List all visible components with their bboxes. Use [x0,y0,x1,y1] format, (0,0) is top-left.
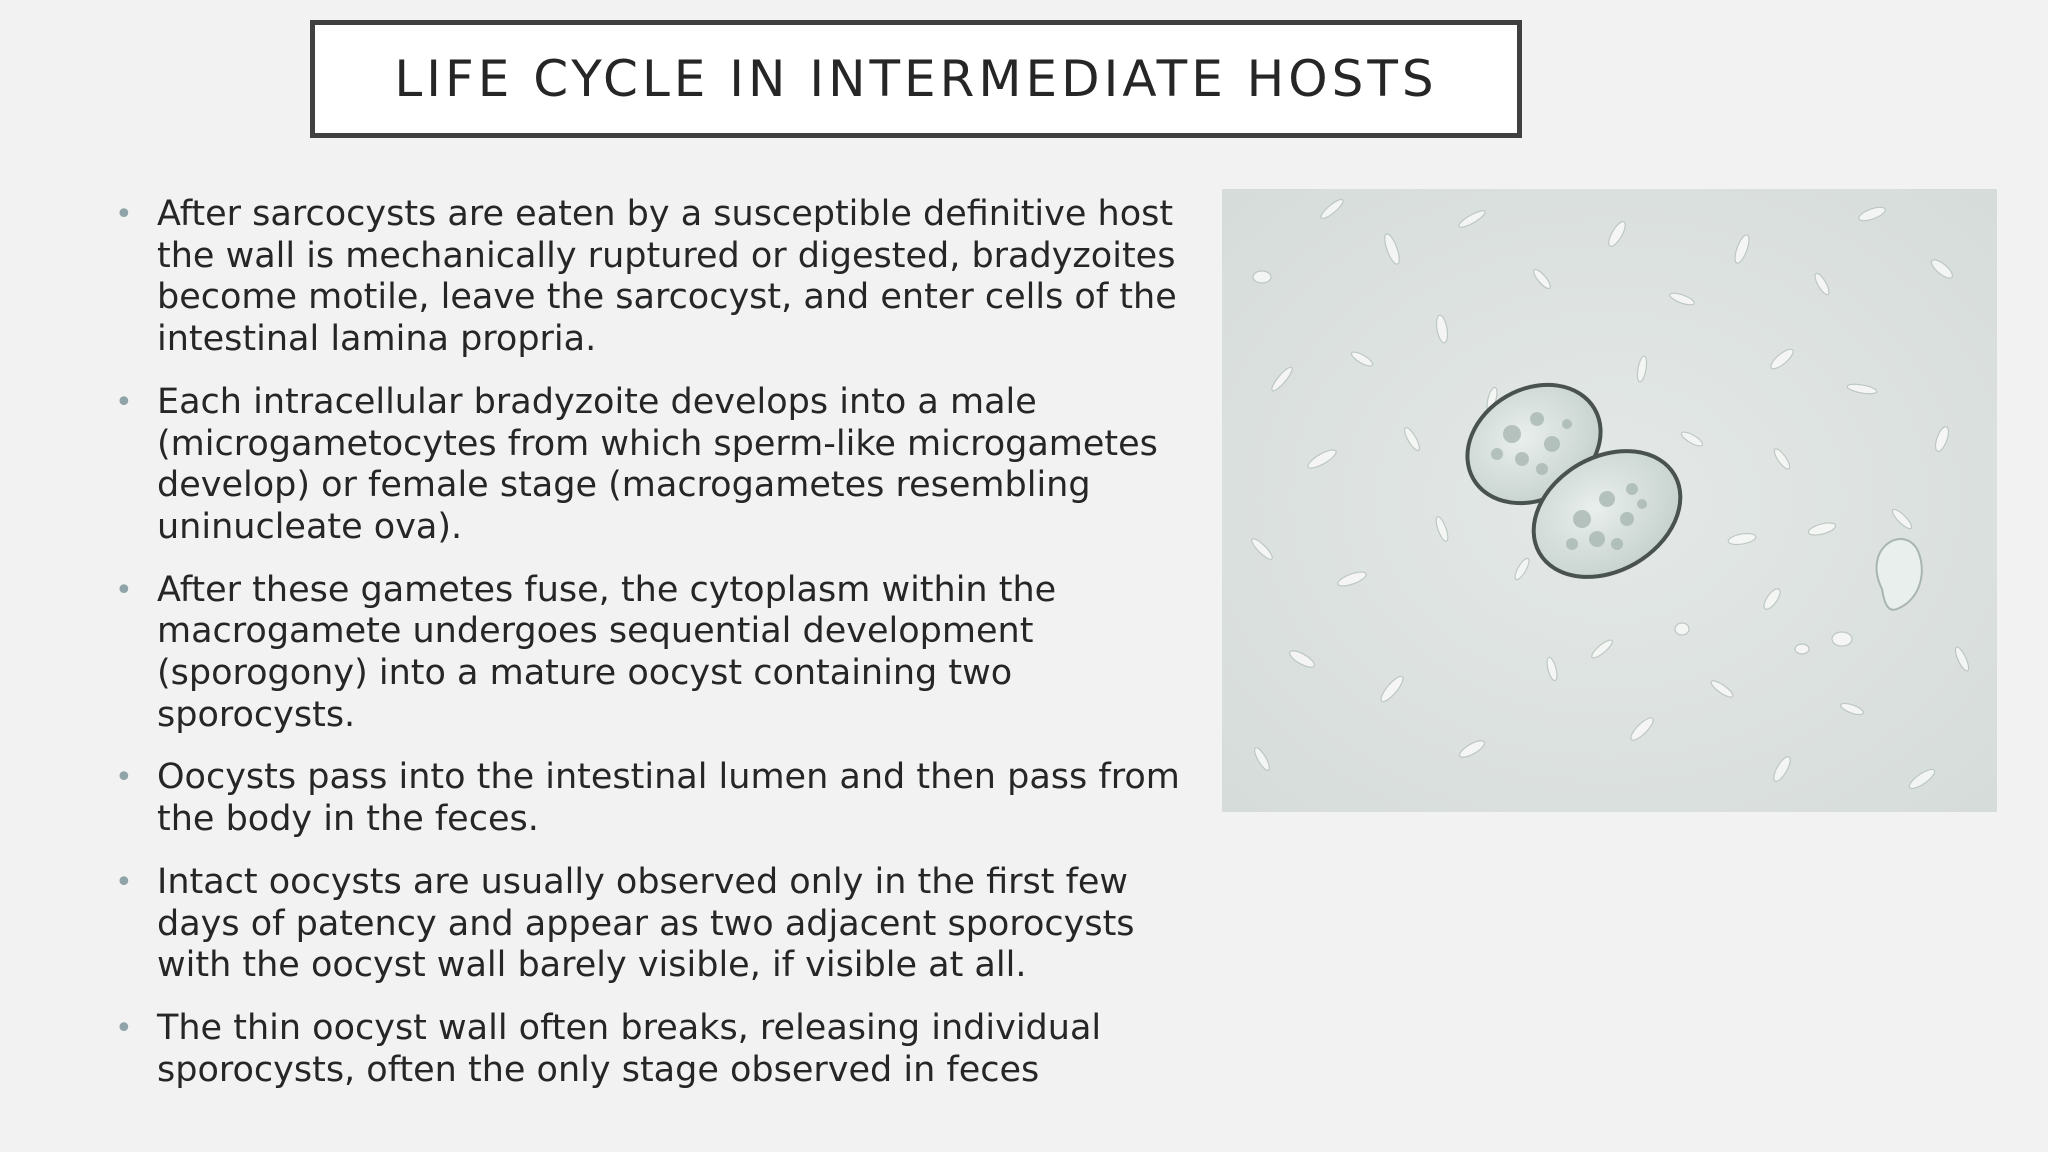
bullet-text: The thin oocyst wall often breaks, releasing individual sporocysts, often the only stage observed in feces [157,1007,1102,1090]
bullet-marker: • [115,864,133,900]
bullet-marker: • [115,384,133,420]
title-box [310,20,1522,138]
bullet-item [112,570,1182,737]
bullet-item [112,862,1182,987]
bullet-item [112,382,1182,549]
bullet-text: After sarcocysts are eaten by a susceptible definitive host the wall is mechanically ruptured or digested, bradyzoites become motile, leave the sarcocyst, and enter cells of the intestinal lamina propria. [157,194,1177,360]
micrograph-sporocysts-icon [1222,189,1997,812]
bullet-marker: • [115,572,133,608]
bullet-item [112,757,1182,840]
bullet-marker: • [115,760,133,796]
bullet-text: Intact oocysts are usually observed only in the first few days of patency and appear as two adjacent sporocysts with the oocyst wall barely visible, if visible at all. [157,861,1135,986]
micrograph-image [1222,189,1997,812]
bullet-marker: • [115,197,133,232]
bullet-text: Each intracellular bradyzoite develops into a male (microgametocytes from which sperm-like microgametes develop) or female stage (macrogametes resembling uninucleate ova). [157,381,1158,547]
bullet-text: After these gametes fuse, the cytoplasm within the macrogamete undergoes sequential development (sporogony) into a mature oocyst containing two sporocysts. [157,569,1057,735]
bullet-list [112,194,1182,1112]
bullet-text: Oocysts pass into the intestinal lumen and then pass from the body in the feces. [157,757,1180,840]
bullet-marker: • [115,1010,133,1046]
bullet-item [112,194,1182,361]
bullet-item [112,1008,1182,1091]
slide-title: LIFE CYCLE IN INTERMEDIATE HOSTS [394,50,1438,108]
